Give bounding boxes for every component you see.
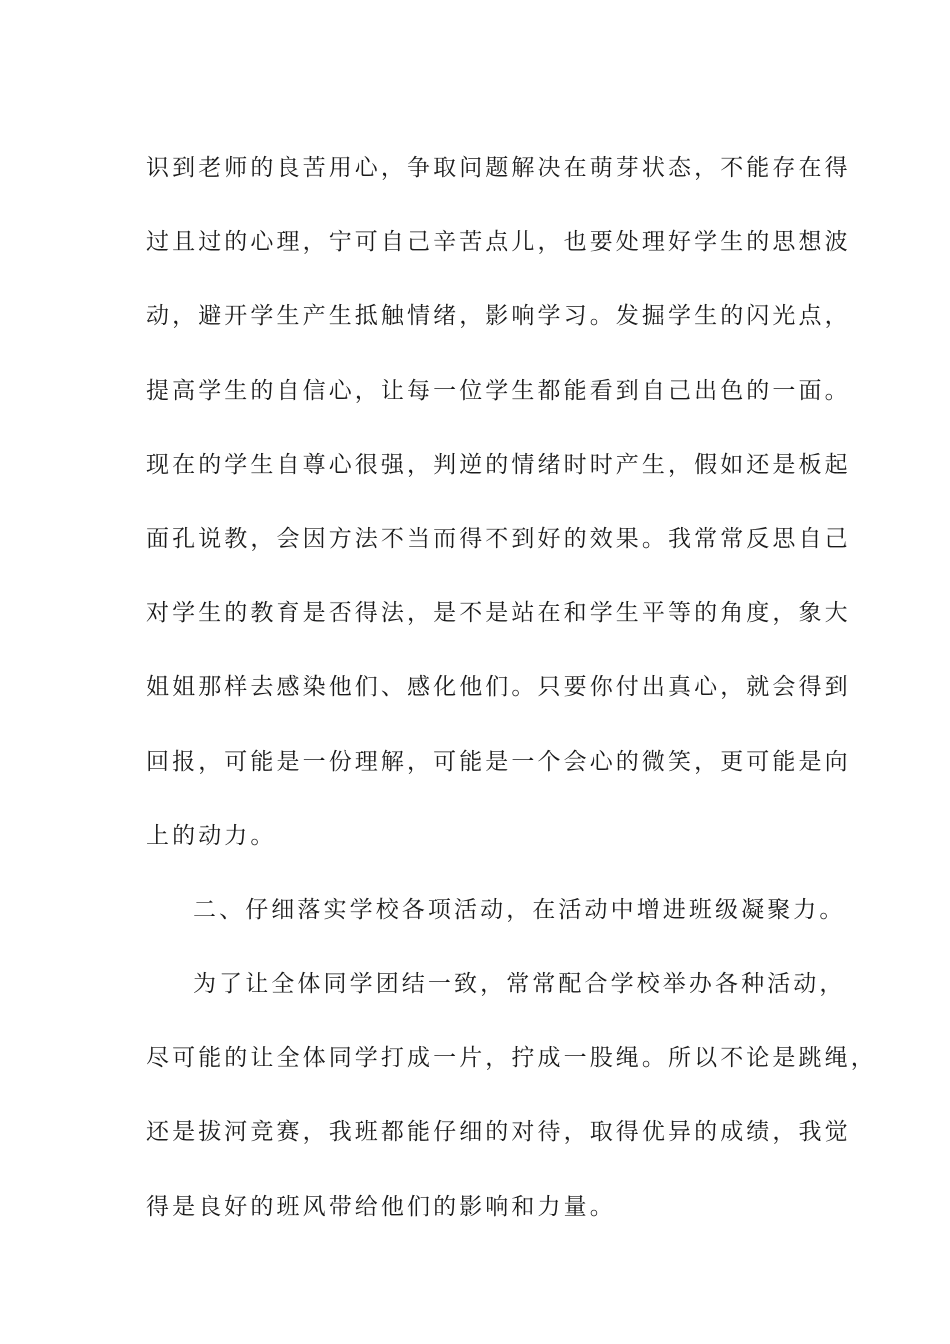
text-line: 过且过的心理，宁可自己辛苦点儿，也要处理好学生的思想波 (146, 229, 851, 256)
text-line: 面孔说教，会因方法不当而得不到好的效果。我常常反思自己 (146, 525, 851, 552)
text-line: 姐姐那样去感染他们、感化他们。只要你付出真心，就会得到 (146, 674, 851, 701)
text-line: 动，避开学生产生抵触情绪，影响学习。发掘学生的闪光点， (146, 303, 851, 330)
text-line: 提高学生的自信心，让每一位学生都能看到自己出色的一面。 (146, 377, 851, 404)
section-heading: 二、仔细落实学校各项活动，在活动中增进班级凝聚力。 (193, 896, 846, 923)
paragraph-start-line: 为了让全体同学团结一致，常常配合学校举办各种活动， (193, 971, 846, 998)
body-text (146, 131, 877, 1244)
text-line: 回报，可能是一份理解，可能是一个会心的微笑，更可能是向 (146, 748, 851, 775)
text-line: 识到老师的良苦用心，争取问题解决在萌芽状态，不能存在得 (146, 155, 851, 181)
text-line: 上的动力。 (146, 822, 277, 849)
text-line: 还是拔河竞赛，我班都能仔细的对待，取得优异的成绩，我觉 (146, 1119, 851, 1146)
text-line: 现在的学生自尊心很强，判逆的情绪时时产生，假如还是板起 (146, 451, 851, 478)
text-line: 尽可能的让全体同学打成一片，拧成一股绳。所以不论是跳绳， (146, 1045, 877, 1072)
text-line: 对学生的教育是否得法，是不是站在和学生平等的角度，象大 (146, 600, 851, 627)
text-line: 得是良好的班风带给他们的影响和力量。 (146, 1193, 616, 1220)
